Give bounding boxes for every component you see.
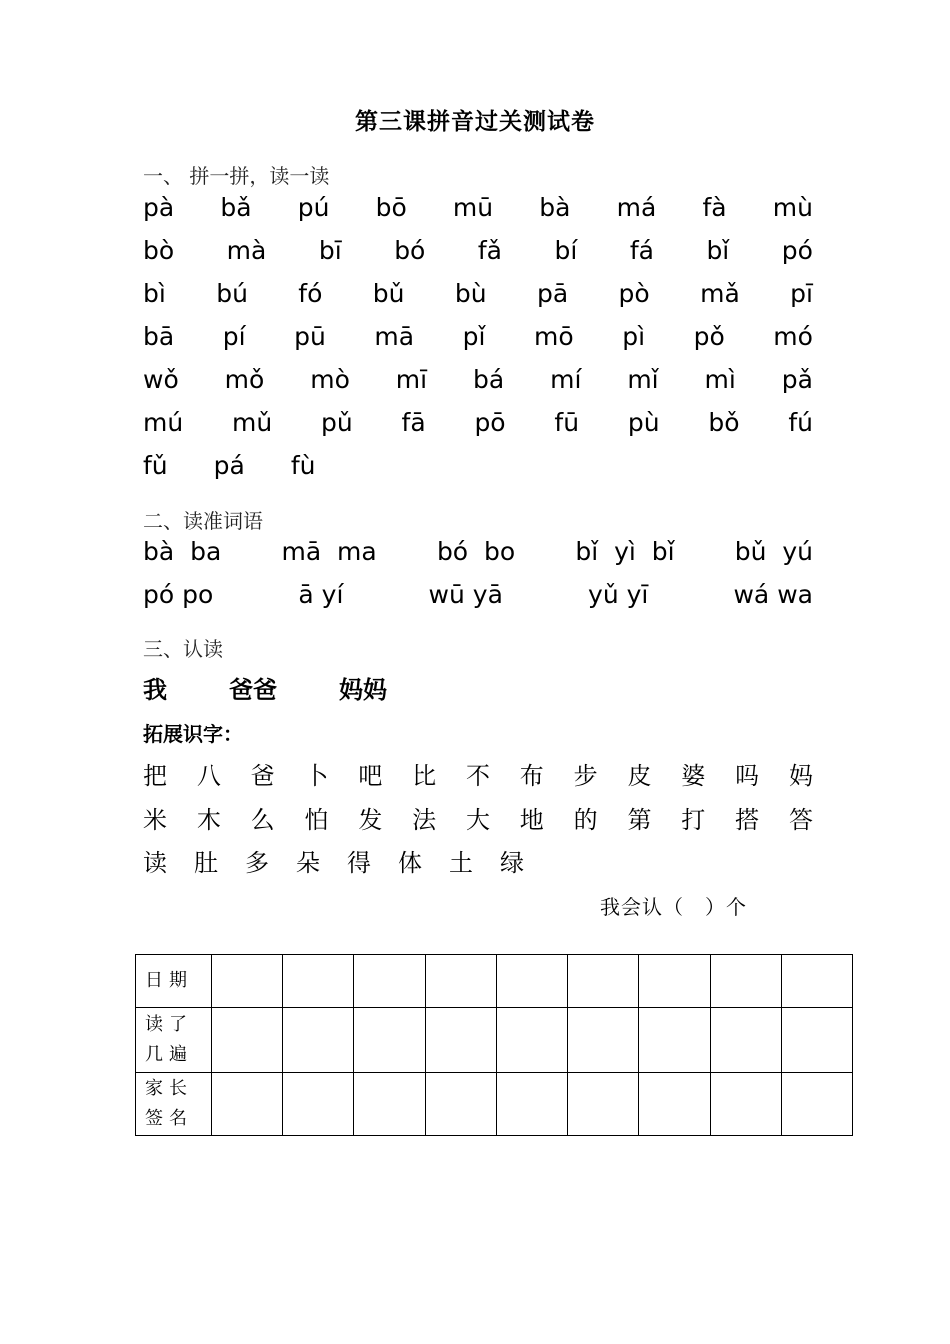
- entry-cell[interactable]: [496, 955, 567, 1008]
- pinyin-syllable: bǐ: [706, 236, 730, 265]
- pinyin-syllable: fó: [298, 279, 323, 308]
- entry-cell[interactable]: [568, 1073, 639, 1136]
- pinyin-syllable: bǔ: [372, 279, 405, 308]
- entry-cell[interactable]: [496, 1008, 567, 1073]
- pinyin-syllable: pà: [143, 193, 175, 222]
- sight-word: 爸爸: [229, 675, 277, 704]
- pinyin-syllable: bá: [473, 365, 505, 394]
- hanzi-character: 搭: [735, 806, 760, 834]
- hanzi-character: 比: [412, 762, 437, 790]
- pinyin-syllable: bò: [143, 236, 175, 265]
- pinyin-syllable: mì: [704, 365, 736, 394]
- pinyin-syllable: bì: [143, 279, 166, 308]
- pinyin-word: mā ma: [281, 537, 377, 566]
- hanzi-character: 米: [143, 806, 167, 834]
- hanzi-character: 打: [681, 806, 706, 834]
- pinyin-syllable: bō: [375, 193, 407, 222]
- entry-cell[interactable]: [425, 1008, 496, 1073]
- hanzi-character: 体: [398, 849, 422, 877]
- hanzi-character: 八: [196, 762, 221, 790]
- entry-cell[interactable]: [354, 1008, 425, 1073]
- pinyin-syllable: mù: [772, 193, 813, 222]
- entry-cell[interactable]: [354, 955, 425, 1008]
- section1-heading: 一、 拼一拼，读一读: [143, 164, 330, 188]
- entry-cell[interactable]: [710, 955, 781, 1008]
- pinyin-syllable: pó: [781, 236, 813, 265]
- pinyin-syllable: mí: [550, 365, 582, 394]
- character-row: [143, 843, 813, 878]
- entry-cell[interactable]: [496, 1073, 567, 1136]
- hanzi-character: 土: [449, 849, 473, 877]
- pinyin-syllable: fǔ: [143, 451, 168, 480]
- hanzi-character: 婆: [681, 762, 706, 790]
- entry-cell[interactable]: [425, 1073, 496, 1136]
- character-row: [143, 756, 813, 791]
- hanzi-character: 绿: [500, 849, 524, 877]
- pinyin-syllable: pǐ: [462, 322, 486, 351]
- hanzi-character: 不: [465, 762, 490, 790]
- read-count-row: [136, 1008, 853, 1073]
- entry-cell[interactable]: [212, 955, 283, 1008]
- entry-cell[interactable]: [212, 1073, 283, 1136]
- sight-words: [143, 670, 387, 705]
- hanzi-character: 朵: [296, 849, 320, 877]
- pinyin-syllable: má: [616, 193, 657, 222]
- pinyin-syllable: bā: [143, 322, 175, 351]
- pinyin-word: bà ba: [143, 537, 222, 566]
- hanzi-character: 爸: [250, 762, 275, 790]
- pinyin-syllable: bí: [554, 236, 578, 265]
- row-label-char: 长: [169, 1078, 193, 1099]
- hanzi-character: 答: [788, 806, 813, 834]
- row-label-char: 签: [145, 1108, 169, 1129]
- hanzi-character: 多: [245, 849, 269, 877]
- hanzi-character: 第: [627, 806, 652, 834]
- row-label-char: 期: [169, 970, 193, 991]
- pinyin-syllable: pò: [618, 279, 650, 308]
- entry-cell[interactable]: [639, 1073, 710, 1136]
- pinyin-syllable: pō: [474, 408, 506, 437]
- hanzi-character: 发: [358, 806, 383, 834]
- row-label-char: 读: [145, 1014, 169, 1035]
- row-label-char: 遍: [169, 1044, 193, 1065]
- entry-cell[interactable]: [710, 1008, 781, 1073]
- entry-cell[interactable]: [283, 955, 354, 1008]
- entry-cell[interactable]: [283, 1008, 354, 1073]
- entry-cell[interactable]: [568, 1008, 639, 1073]
- pinyin-word: yǔ yī: [588, 580, 649, 609]
- pinyin-syllable: bú: [216, 279, 248, 308]
- pinyin-syllable: mǐ: [627, 365, 659, 394]
- pinyin-syllable: pū: [294, 322, 326, 351]
- pinyin-syllable: mó: [773, 322, 813, 351]
- pinyin-row: [143, 365, 813, 394]
- pinyin-syllable: bó: [394, 236, 426, 265]
- pinyin-syllable: bī: [318, 236, 342, 265]
- pinyin-syllable: pí: [222, 322, 246, 351]
- sight-word: 妈妈: [339, 675, 387, 704]
- page-title: 第三课拼音过关测试卷: [355, 108, 595, 135]
- pinyin-syllable: mǒ: [224, 365, 265, 394]
- section2-heading: 二、读准词语: [143, 509, 263, 533]
- pinyin-word: pó po: [143, 580, 214, 609]
- pinyin-syllable: fù: [290, 451, 316, 480]
- pinyin-word: wū yā: [428, 580, 503, 609]
- pinyin-word: bǔ yú: [734, 537, 813, 566]
- pinyin-syllable: pù: [627, 408, 660, 437]
- pinyin-syllable: pǎ: [781, 365, 813, 394]
- pinyin-syllable: pā: [536, 279, 569, 308]
- pinyin-syllable: bǎ: [220, 193, 252, 222]
- pinyin-row: [143, 451, 813, 480]
- row-label: [136, 1008, 212, 1073]
- pinyin-word: bó bo: [436, 537, 516, 566]
- entry-cell[interactable]: [283, 1073, 354, 1136]
- entry-cell[interactable]: [568, 955, 639, 1008]
- pinyin-syllable: mà: [226, 236, 267, 265]
- pinyin-syllable: wǒ: [143, 365, 179, 394]
- pinyin-row: [143, 236, 813, 265]
- pinyin-syllable: pì: [622, 322, 646, 351]
- pinyin-row: [143, 322, 813, 351]
- word-row: [143, 537, 813, 566]
- pinyin-row: [143, 408, 813, 437]
- entry-cell[interactable]: [212, 1008, 283, 1073]
- pinyin-syllable: bǒ: [708, 408, 740, 437]
- entry-cell[interactable]: [710, 1073, 781, 1136]
- entry-cell[interactable]: [639, 1008, 710, 1073]
- pinyin-syllable: mò: [310, 365, 350, 394]
- pinyin-syllable: pú: [297, 193, 330, 222]
- hanzi-character: 的: [573, 806, 598, 834]
- entry-cell[interactable]: [425, 955, 496, 1008]
- sight-word: 我: [143, 675, 167, 704]
- reading-log-table: [135, 954, 853, 1136]
- hanzi-character: 卜: [304, 762, 329, 790]
- hanzi-character: 吧: [358, 762, 383, 790]
- pinyin-syllable: mō: [534, 322, 574, 351]
- hanzi-character: 布: [519, 762, 544, 790]
- pinyin-syllable: bù: [454, 279, 487, 308]
- pinyin-syllable: fǎ: [477, 236, 502, 265]
- pinyin-word: ā yí: [298, 580, 344, 609]
- pinyin-syllable: fā: [401, 408, 426, 437]
- pinyin-syllable: fá: [629, 236, 654, 265]
- pinyin-syllable: mā: [374, 322, 415, 351]
- pinyin-syllable: pá: [213, 451, 245, 480]
- pinyin-syllable: pī: [790, 279, 813, 308]
- row-label: [136, 1073, 212, 1136]
- entry-cell[interactable]: [354, 1073, 425, 1136]
- pinyin-syllable: bà: [539, 193, 571, 222]
- hanzi-character: 地: [519, 806, 544, 834]
- pinyin-syllable: fà: [702, 193, 727, 222]
- row-label-char: 几: [145, 1044, 169, 1065]
- row-label-char: 了: [169, 1014, 193, 1035]
- pinyin-syllable: mú: [143, 408, 184, 437]
- extension-label: 拓展识字：: [143, 722, 243, 746]
- pinyin-syllable: pǒ: [693, 322, 725, 351]
- date-row: [136, 955, 853, 1008]
- entry-cell[interactable]: [781, 955, 852, 1008]
- pinyin-syllable: mī: [395, 365, 428, 394]
- row-label: [136, 955, 212, 1008]
- pinyin-word: wá wa: [733, 580, 813, 609]
- character-row: [143, 800, 813, 835]
- hanzi-character: 木: [196, 806, 221, 834]
- hanzi-character: 肚: [194, 849, 218, 877]
- count-text: 我会认（ ）个: [600, 895, 747, 919]
- hanzi-character: 怕: [304, 806, 329, 834]
- hanzi-character: 么: [250, 806, 275, 834]
- entry-cell[interactable]: [781, 1073, 852, 1136]
- pinyin-syllable: fú: [788, 408, 813, 437]
- word-row: [143, 580, 813, 609]
- row-label-char: 家: [145, 1078, 169, 1099]
- hanzi-character: 吗: [735, 762, 760, 790]
- pinyin-syllable: mū: [452, 193, 494, 222]
- hanzi-character: 读: [143, 849, 167, 877]
- row-label-char: 名: [169, 1108, 193, 1129]
- pinyin-syllable: mǎ: [700, 279, 740, 308]
- section3-heading: 三、认读: [143, 637, 223, 661]
- entry-cell[interactable]: [781, 1008, 852, 1073]
- hanzi-character: 法: [412, 806, 437, 834]
- parent-signature-row: [136, 1073, 853, 1136]
- pinyin-row: [143, 279, 813, 308]
- row-label-char: 日: [145, 970, 169, 991]
- hanzi-character: 得: [347, 849, 371, 877]
- pinyin-syllable: mǔ: [232, 408, 273, 437]
- pinyin-word: bǐ yì bǐ: [575, 537, 675, 566]
- hanzi-character: 妈: [788, 762, 813, 790]
- entry-cell[interactable]: [639, 955, 710, 1008]
- hanzi-character: 大: [465, 806, 490, 834]
- hanzi-character: 把: [143, 762, 167, 790]
- hanzi-character: 步: [573, 762, 598, 790]
- pinyin-syllable: fū: [554, 408, 580, 437]
- pinyin-row: [143, 193, 813, 222]
- pinyin-syllable: pǔ: [321, 408, 353, 437]
- hanzi-character: 皮: [627, 762, 652, 790]
